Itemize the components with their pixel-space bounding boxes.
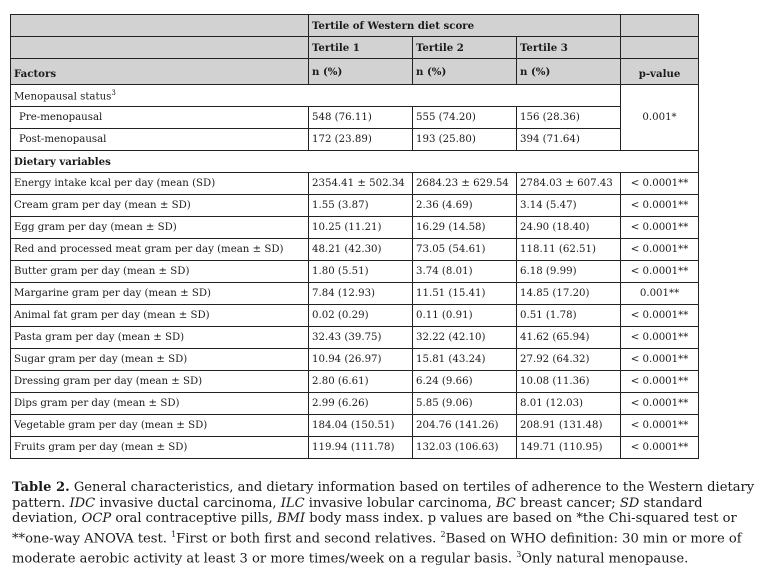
dietary-section-row bbox=[11, 151, 699, 173]
cell-tertile-2: 132.03 (106.63) bbox=[413, 437, 517, 459]
unit-header: n (%) bbox=[413, 59, 517, 85]
cell-tertile-3: 24.90 (18.40) bbox=[517, 217, 621, 239]
row-label: Red and processed meat gram per day (mean ± SD) bbox=[11, 239, 309, 261]
caption-text: Based on WHO definition: 30 min or more of moderate aerobic activity at least 3 or more times/week on a regular basis. bbox=[12, 531, 742, 567]
dietary-section-label: Dietary variables bbox=[11, 151, 699, 173]
cell-tertile-3: 10.08 (11.36) bbox=[517, 371, 621, 393]
table-body bbox=[11, 15, 699, 173]
cell-pvalue: < 0.0001** bbox=[621, 349, 699, 371]
cell-tertile-1: 1.80 (5.51) bbox=[309, 261, 413, 283]
caption-abbr: IDC bbox=[69, 495, 96, 511]
caption-abbr: SD bbox=[619, 495, 640, 511]
cell-tertile-3: 208.91 (131.48) bbox=[517, 415, 621, 437]
row-label: Sugar gram per day (mean ± SD) bbox=[11, 349, 309, 371]
cell-tertile-2: 15.81 (43.24) bbox=[413, 349, 517, 371]
cell-pvalue: < 0.0001** bbox=[621, 261, 699, 283]
factors-header: Factors bbox=[11, 59, 309, 85]
cell-tertile-2: 0.11 (0.91) bbox=[413, 305, 517, 327]
header-row-units bbox=[11, 59, 699, 85]
row-label: Energy intake kcal per day (mean (SD) bbox=[11, 173, 309, 195]
cell-tertile-2: 555 (74.20) bbox=[413, 107, 517, 129]
table-caption bbox=[12, 480, 772, 567]
header-blank-cell bbox=[621, 37, 699, 59]
cell-tertile-3: 6.18 (9.99) bbox=[517, 261, 621, 283]
characteristics-table bbox=[10, 14, 699, 459]
cell-tertile-1: 10.94 (26.97) bbox=[309, 349, 413, 371]
header-row-tertiles bbox=[11, 37, 699, 59]
caption-abbr: BMI bbox=[276, 511, 306, 527]
row-label: Margarine gram per day (mean ± SD) bbox=[11, 283, 309, 305]
header-blank-cell bbox=[621, 15, 699, 37]
cell-tertile-2: 32.22 (42.10) bbox=[413, 327, 517, 349]
menopausal-label bbox=[11, 85, 621, 107]
row-label: Pasta gram per day (mean ± SD) bbox=[11, 327, 309, 349]
table-row bbox=[11, 327, 699, 349]
cell-pvalue: < 0.0001** bbox=[621, 173, 699, 195]
row-label: Fruits gram per day (mean ± SD) bbox=[11, 437, 309, 459]
menopausal-section-row bbox=[11, 85, 699, 107]
caption-text: body mass index. p values are based on *the Chi-squared test or **one-way ANOVA test. bbox=[12, 511, 737, 547]
cell-tertile-3: 149.71 (110.95) bbox=[517, 437, 621, 459]
cell-pvalue: < 0.0001** bbox=[621, 305, 699, 327]
table-row bbox=[11, 437, 699, 459]
header-row-group bbox=[11, 15, 699, 37]
header-blank-cell bbox=[11, 37, 309, 59]
table-row bbox=[11, 283, 699, 305]
table-row bbox=[11, 107, 699, 129]
cell-tertile-1: 119.94 (111.78) bbox=[309, 437, 413, 459]
cell-tertile-3: 156 (28.36) bbox=[517, 107, 621, 129]
row-label: Dips gram per day (mean ± SD) bbox=[11, 393, 309, 415]
cell-tertile-3: 0.51 (1.78) bbox=[517, 305, 621, 327]
cell-tertile-3: 8.01 (12.03) bbox=[517, 393, 621, 415]
header-blank-cell bbox=[11, 15, 309, 37]
caption-text: invasive lobular carcinoma, bbox=[304, 495, 496, 511]
cell-tertile-2: 193 (25.80) bbox=[413, 129, 517, 151]
cell-tertile-3: 394 (71.64) bbox=[517, 129, 621, 151]
caption-abbr: ILC bbox=[280, 495, 305, 511]
cell-tertile-1: 0.02 (0.29) bbox=[309, 305, 413, 327]
tertile-1-header: Tertile 1 bbox=[309, 37, 413, 59]
cell-pvalue: < 0.0001** bbox=[621, 415, 699, 437]
caption-text: General characteristics, and dietary information based on tertiles of adherence to the Western dietary pattern. bbox=[12, 480, 755, 511]
row-label: Animal fat gram per day (mean ± SD) bbox=[11, 305, 309, 327]
cell-tertile-3: 2784.03 ± 607.43 bbox=[517, 173, 621, 195]
row-label: Post-menopausal bbox=[11, 129, 309, 151]
cell-tertile-3: 41.62 (65.94) bbox=[517, 327, 621, 349]
dietary-rows bbox=[11, 173, 699, 459]
menopausal-sup: 3 bbox=[111, 89, 116, 98]
cell-tertile-1: 2.99 (6.26) bbox=[309, 393, 413, 415]
caption-text: standard deviation, bbox=[12, 495, 703, 527]
row-label: Dressing gram per day (mean ± SD) bbox=[11, 371, 309, 393]
caption-sup: 1 bbox=[171, 529, 177, 539]
tertile-2-header: Tertile 2 bbox=[413, 37, 517, 59]
unit-header: n (%) bbox=[309, 59, 413, 85]
table-row bbox=[11, 393, 699, 415]
cell-tertile-1: 2.80 (6.61) bbox=[309, 371, 413, 393]
table-row bbox=[11, 239, 699, 261]
row-label: Egg gram per day (mean ± SD) bbox=[11, 217, 309, 239]
cell-tertile-2: 11.51 (15.41) bbox=[413, 283, 517, 305]
cell-tertile-2: 3.74 (8.01) bbox=[413, 261, 517, 283]
row-label: Butter gram per day (mean ± SD) bbox=[11, 261, 309, 283]
cell-tertile-3: 14.85 (17.20) bbox=[517, 283, 621, 305]
group-header: Tertile of Western diet score bbox=[309, 15, 621, 37]
cell-tertile-2: 73.05 (54.61) bbox=[413, 239, 517, 261]
pvalue-header: p-value bbox=[621, 59, 699, 85]
cell-tertile-1: 1.55 (3.87) bbox=[309, 195, 413, 217]
menopausal-label-text: Menopausal status bbox=[14, 91, 112, 103]
table-row bbox=[11, 195, 699, 217]
row-label: Pre-menopausal bbox=[11, 107, 309, 129]
cell-pvalue: < 0.0001** bbox=[621, 239, 699, 261]
tertile-3-header: Tertile 3 bbox=[517, 37, 621, 59]
caption-text: oral contraceptive pills, bbox=[111, 511, 277, 527]
cell-tertile-1: 184.04 (150.51) bbox=[309, 415, 413, 437]
cell-pvalue: 0.001** bbox=[621, 283, 699, 305]
cell-pvalue: < 0.0001** bbox=[621, 195, 699, 217]
cell-pvalue: < 0.0001** bbox=[621, 327, 699, 349]
cell-tertile-2: 5.85 (9.06) bbox=[413, 393, 517, 415]
cell-tertile-1: 32.43 (39.75) bbox=[309, 327, 413, 349]
caption-sup: 3 bbox=[516, 549, 522, 559]
cell-tertile-2: 204.76 (141.26) bbox=[413, 415, 517, 437]
cell-tertile-1: 2354.41 ± 502.34 bbox=[309, 173, 413, 195]
table-row bbox=[11, 129, 699, 151]
cell-pvalue: < 0.0001** bbox=[621, 217, 699, 239]
caption-label: Table 2. bbox=[12, 480, 70, 495]
caption-text: Only natural menopause. bbox=[521, 551, 689, 567]
unit-header: n (%) bbox=[517, 59, 621, 85]
cell-tertile-1: 548 (76.11) bbox=[309, 107, 413, 129]
row-label: Cream gram per day (mean ± SD) bbox=[11, 195, 309, 217]
cell-tertile-2: 2684.23 ± 629.54 bbox=[413, 173, 517, 195]
cell-tertile-2: 2.36 (4.69) bbox=[413, 195, 517, 217]
cell-tertile-2: 6.24 (9.66) bbox=[413, 371, 517, 393]
caption-abbr: BC bbox=[495, 495, 516, 511]
cell-tertile-1: 48.21 (42.30) bbox=[309, 239, 413, 261]
menopausal-pvalue: 0.001* bbox=[621, 85, 699, 151]
cell-pvalue: < 0.0001** bbox=[621, 371, 699, 393]
table-row bbox=[11, 261, 699, 283]
table-row bbox=[11, 217, 699, 239]
caption-text: invasive ductal carcinoma, bbox=[95, 495, 281, 511]
caption-abbr: OCP bbox=[81, 511, 112, 527]
table-row bbox=[11, 305, 699, 327]
table-row bbox=[11, 349, 699, 371]
caption-text: breast cancer; bbox=[515, 495, 620, 511]
table-row bbox=[11, 371, 699, 393]
caption-text: First or both first and second relatives. bbox=[176, 531, 441, 547]
cell-tertile-3: 118.11 (62.51) bbox=[517, 239, 621, 261]
caption-sup: 2 bbox=[440, 529, 446, 539]
table-row bbox=[11, 415, 699, 437]
table-row bbox=[11, 173, 699, 195]
cell-tertile-1: 172 (23.89) bbox=[309, 129, 413, 151]
cell-tertile-1: 10.25 (11.21) bbox=[309, 217, 413, 239]
cell-tertile-3: 27.92 (64.32) bbox=[517, 349, 621, 371]
cell-tertile-1: 7.84 (12.93) bbox=[309, 283, 413, 305]
cell-tertile-3: 3.14 (5.47) bbox=[517, 195, 621, 217]
row-label: Vegetable gram per day (mean ± SD) bbox=[11, 415, 309, 437]
cell-tertile-2: 16.29 (14.58) bbox=[413, 217, 517, 239]
cell-pvalue: < 0.0001** bbox=[621, 437, 699, 459]
cell-pvalue: < 0.0001** bbox=[621, 393, 699, 415]
